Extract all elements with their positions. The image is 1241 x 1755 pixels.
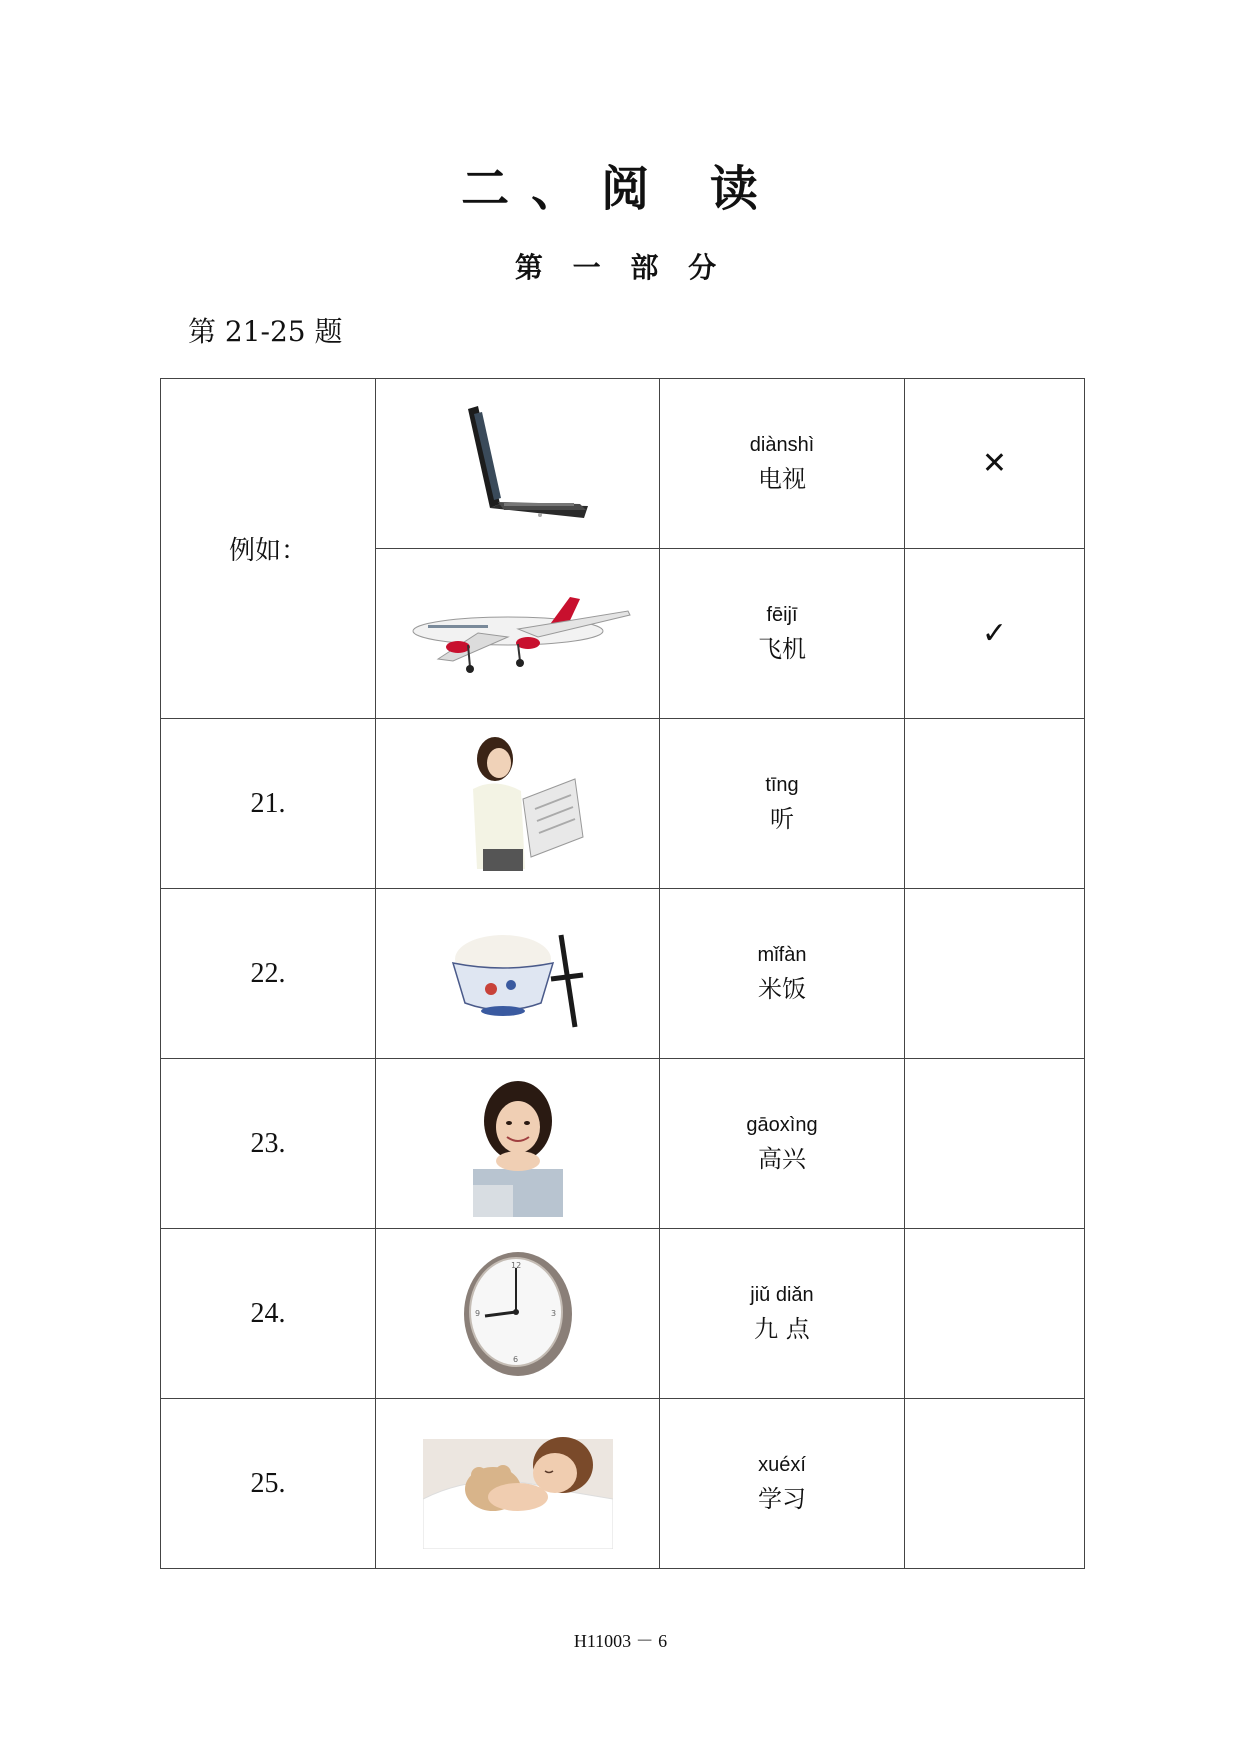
- cross-icon: ✕: [981, 446, 1008, 481]
- picture-cell: [376, 549, 660, 719]
- section-title: 二、阅 读: [461, 161, 780, 217]
- table-row: [161, 1229, 1085, 1399]
- hanzi: 飞机: [758, 634, 806, 663]
- word-cell: [660, 1229, 905, 1399]
- page-footer: H11003 － 6: [573, 1631, 668, 1651]
- hanzi: 学习: [758, 1484, 806, 1513]
- laptop-icon: [438, 394, 598, 534]
- check-icon: ✓: [981, 616, 1008, 651]
- sleeping-child-icon: [423, 1419, 613, 1549]
- pinyin: mǐfàn: [757, 943, 807, 966]
- question-number: 22.: [161, 889, 376, 1059]
- answer-cell: [905, 379, 1085, 549]
- table-row: [161, 1399, 1085, 1569]
- table-row: [161, 889, 1085, 1059]
- hanzi: 电视: [758, 464, 806, 493]
- hanzi: 听: [770, 804, 794, 833]
- svg-text:6: 6: [512, 1354, 518, 1364]
- svg-text:12: 12: [510, 1260, 521, 1270]
- pinyin: gāoxìng: [746, 1113, 818, 1136]
- word-cell: [660, 379, 905, 549]
- answer-cell[interactable]: [905, 889, 1085, 1059]
- question-number: 24.: [161, 1229, 376, 1399]
- pinyin: diànshì: [749, 433, 815, 456]
- word-cell: [660, 889, 905, 1059]
- svg-text:9: 9: [474, 1308, 480, 1318]
- rice-bowl-icon: [433, 919, 603, 1029]
- answer-cell[interactable]: [905, 1229, 1085, 1399]
- word-cell: [660, 1059, 905, 1229]
- picture-cell: [376, 1059, 660, 1229]
- pinyin: tīng: [765, 773, 799, 796]
- wall-clock-icon: [453, 1244, 583, 1384]
- example-label: 例如：: [161, 379, 376, 719]
- part-title: 第 一 部 分: [514, 251, 727, 284]
- pinyin: xuéxí: [758, 1453, 806, 1476]
- question-number: 21.: [161, 719, 376, 889]
- picture-cell: [376, 1229, 660, 1399]
- answer-cell[interactable]: [905, 1059, 1085, 1229]
- svg-text:3: 3: [550, 1308, 556, 1318]
- picture-cell: [376, 379, 660, 549]
- question-number: 23.: [161, 1059, 376, 1229]
- hanzi: 高兴: [758, 1144, 806, 1173]
- word-cell: [660, 719, 905, 889]
- answer-cell[interactable]: [905, 1399, 1085, 1569]
- picture-cell: [376, 1399, 660, 1569]
- answer-cell: [905, 549, 1085, 719]
- smiling-woman-icon: [463, 1069, 573, 1219]
- question-range: 第 21-25 题: [188, 315, 343, 348]
- table-row: [161, 719, 1085, 889]
- answer-cell[interactable]: [905, 719, 1085, 889]
- hanzi: 九 点: [754, 1314, 810, 1343]
- picture-cell: [376, 719, 660, 889]
- question-number: 25.: [161, 1399, 376, 1569]
- pinyin: jiǔ diǎn: [750, 1283, 814, 1306]
- hanzi: 米饭: [758, 974, 806, 1003]
- table-row: [161, 1059, 1085, 1229]
- word-cell: [660, 1399, 905, 1569]
- table-row: [161, 379, 1085, 549]
- picture-cell: [376, 889, 660, 1059]
- pinyin: fēijī: [766, 603, 798, 626]
- word-cell: [660, 549, 905, 719]
- question-table: [160, 378, 1085, 1569]
- airplane-icon: [398, 589, 638, 679]
- woman-reading-newspaper-icon: [443, 729, 593, 879]
